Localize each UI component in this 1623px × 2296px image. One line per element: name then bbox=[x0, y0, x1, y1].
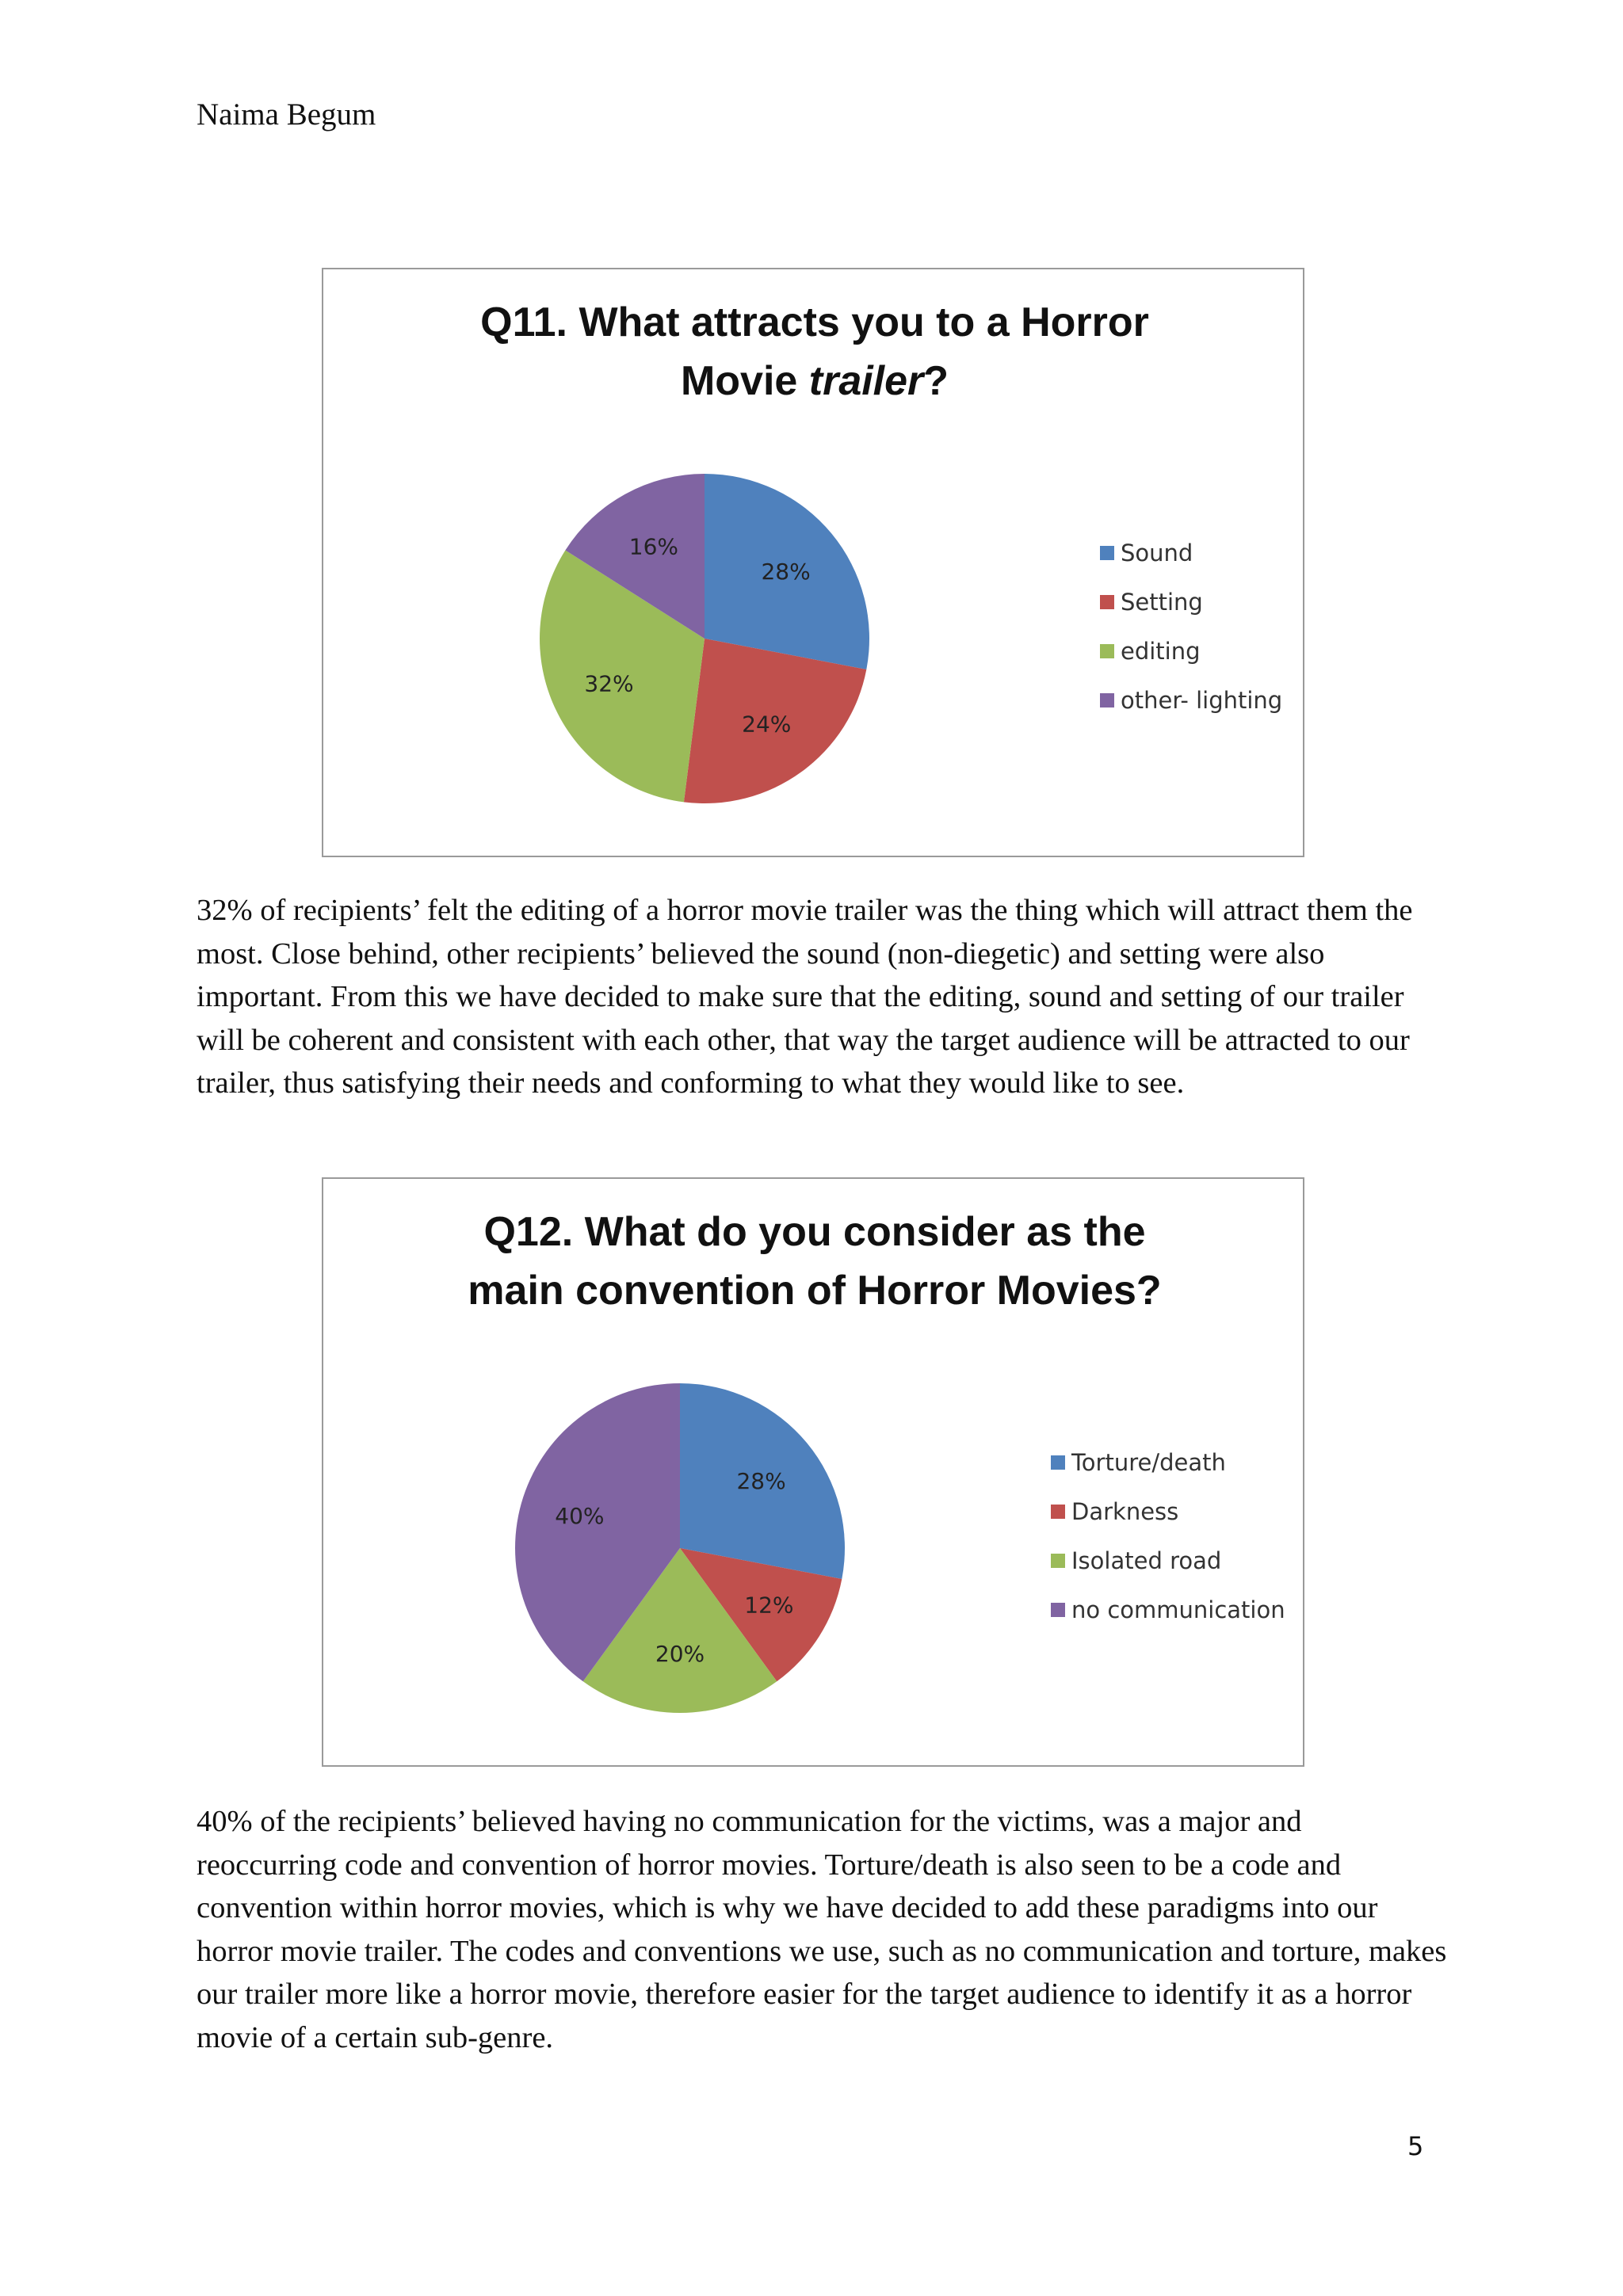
legend-swatch bbox=[1100, 693, 1114, 707]
chart-q12 bbox=[322, 1177, 1304, 1767]
chart-title-line2: main convention of Horror Movies? bbox=[468, 1268, 1162, 1314]
analysis-paragraph-q11: 32% of recipients’ felt the editing of a horror movie trailer was the thing which will attract them the most. Close behind, other recipients’ believed the sound (non-diegetic) and setting were also important. From this we have decided to make sure that the editing, sound and setting of our trailer will be coherent and consistent with each other, that way the target audience will be attracted to our trailer, thus satisfying their needs and conforming to what they would like to see. bbox=[197, 894, 1413, 1100]
legend-swatch bbox=[1100, 644, 1114, 658]
chart-title-line2: Movie trailer? bbox=[680, 358, 949, 404]
legend-label: editing bbox=[1121, 638, 1201, 665]
chart-title-line1: Q12. What do you consider as the bbox=[483, 1209, 1146, 1255]
slice-data-label: 28% bbox=[761, 559, 811, 585]
slice-data-label: 32% bbox=[584, 670, 634, 697]
chart-q12-svg bbox=[323, 1179, 1306, 1768]
author-name: Naima Begum bbox=[197, 97, 376, 132]
legend-label: Torture/death bbox=[1071, 1449, 1226, 1476]
legend-swatch bbox=[1100, 595, 1114, 609]
slice-data-label: 28% bbox=[736, 1468, 786, 1495]
legend bbox=[1051, 1449, 1285, 1623]
chart-q11-svg bbox=[323, 269, 1306, 859]
legend-swatch bbox=[1051, 1455, 1065, 1470]
slice-data-label: 40% bbox=[555, 1502, 605, 1529]
slice-data-label: 16% bbox=[628, 533, 678, 560]
legend-label: other- lighting bbox=[1121, 687, 1283, 714]
legend-swatch bbox=[1051, 1603, 1065, 1617]
pie bbox=[515, 1383, 845, 1713]
legend bbox=[1100, 540, 1282, 714]
slice-data-label: 20% bbox=[655, 1641, 705, 1668]
legend-label: Sound bbox=[1121, 540, 1193, 566]
chart-title-line1: Q11. What attracts you to a Horror bbox=[480, 299, 1149, 345]
pie bbox=[540, 474, 869, 803]
analysis-paragraph-q12: 40% of the recipients’ believed having no communication for the victims, was a major and reoccurring code and convention of horror movies. Torture/death is also seen to be a code and convention within horror movies, which is why we have decided to add these paradigms into our horror movie trailer. The codes and conventions we use, such as no communication and torture, makes our trailer more like a horror movie, therefore easier for the target audience to identify it as a horror movie of a certain sub-genre. bbox=[197, 1805, 1447, 2054]
chart-q11 bbox=[322, 268, 1304, 857]
legend-label: Setting bbox=[1121, 589, 1203, 616]
legend-label: no communication bbox=[1071, 1596, 1285, 1623]
legend-swatch bbox=[1100, 546, 1114, 560]
legend-swatch bbox=[1051, 1505, 1065, 1519]
legend-label: Isolated road bbox=[1071, 1547, 1222, 1574]
page-number: 5 bbox=[1407, 2131, 1424, 2161]
slice-data-label: 24% bbox=[742, 711, 792, 738]
legend-swatch bbox=[1051, 1554, 1065, 1568]
legend-label: Darkness bbox=[1071, 1498, 1179, 1525]
slice-data-label: 12% bbox=[744, 1592, 794, 1619]
